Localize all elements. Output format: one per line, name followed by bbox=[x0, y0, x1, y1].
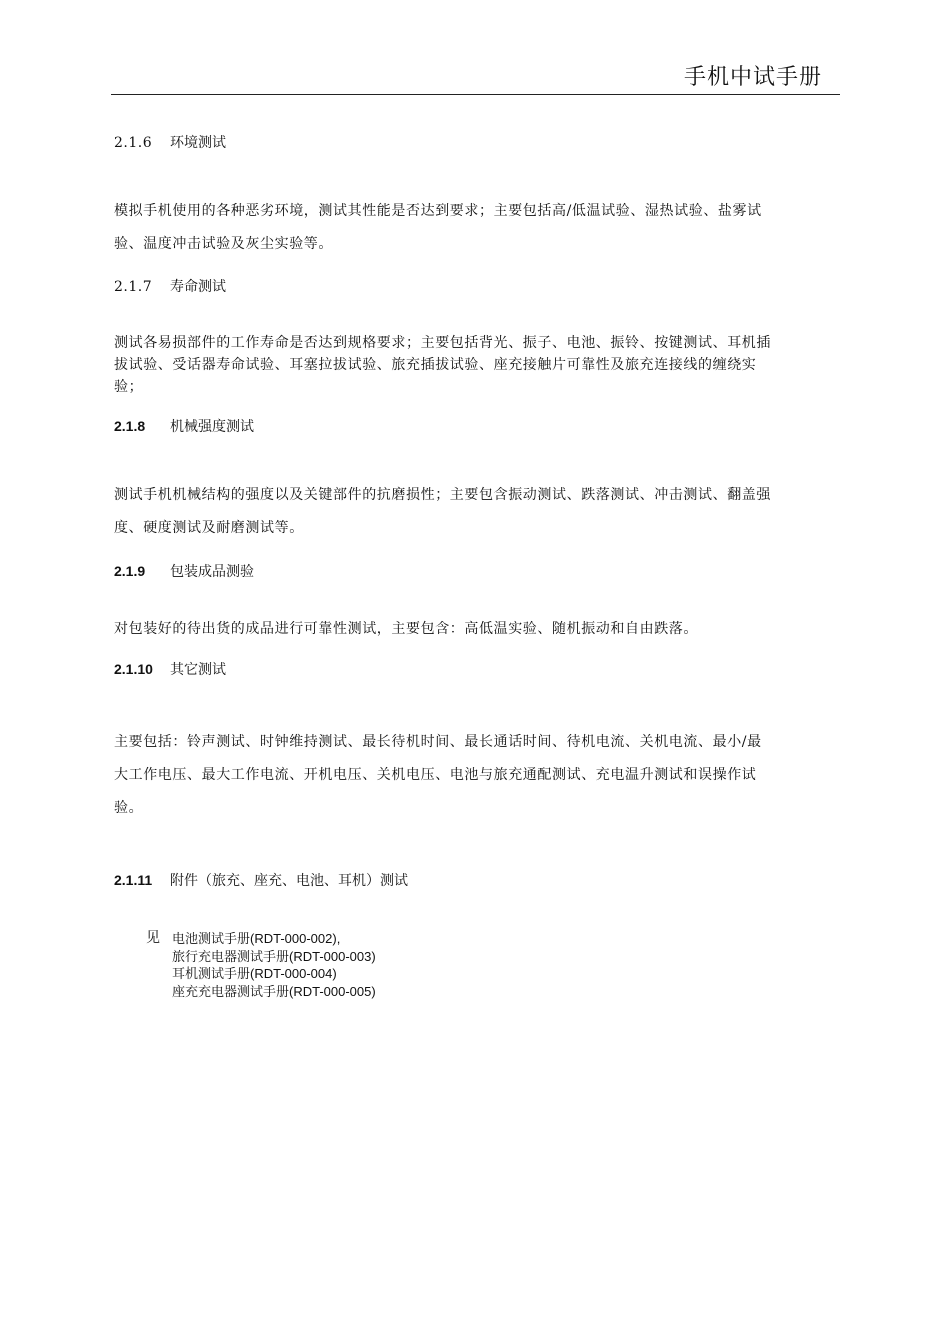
section-heading-2-1-10 bbox=[114, 659, 226, 679]
reference-list bbox=[172, 930, 376, 1000]
header-rule bbox=[111, 94, 840, 95]
reference-item: 座充充电器测试手册(RDT-000-005) bbox=[172, 983, 376, 999]
paragraph-line: 模拟手机使用的各种恶劣环境，测试其性能是否达到要求；主要包括高/低温试验、湿热试验、盐雾试 bbox=[114, 203, 762, 219]
paragraph-line: 主要包括：铃声测试、时钟维持测试、最长待机时间、最长通话时间、待机电流、关机电流、最小/最 bbox=[114, 734, 762, 750]
see-label: 见 bbox=[146, 930, 160, 946]
paragraph-line: 大工作电压、最大工作电流、开机电压、关机电压、电池与旅充通配测试、充电温升测试和误操作试 bbox=[114, 767, 757, 783]
paragraph-line: 拔试验、受话器寿命试验、耳塞拉拔试验、旅充插拔试验、座充接触片可靠性及旅充连接线的缠绕实 bbox=[114, 357, 757, 373]
section-title: 其它测试 bbox=[170, 662, 226, 678]
section-paragraph-2-1-10 bbox=[114, 726, 840, 825]
section-number: 2.1.11 bbox=[114, 872, 153, 888]
section-heading-2-1-6 bbox=[114, 132, 226, 152]
section-title: 环境测试 bbox=[170, 135, 226, 151]
header-title: 手机中试手册 bbox=[683, 65, 822, 90]
section-number: 2.1.9 bbox=[114, 563, 146, 579]
paragraph-line: 对包装好的待出货的成品进行可靠性测试，主要包含：高低温实验、随机振动和自由跌落。 bbox=[114, 621, 698, 637]
section-paragraph-2-1-6 bbox=[114, 200, 840, 253]
section-number: 2.1.6 bbox=[114, 135, 153, 151]
paragraph-line: 验。 bbox=[114, 800, 144, 816]
section-heading-2-1-7 bbox=[114, 276, 226, 296]
paragraph-line: 度、硬度测试及耐磨测试等。 bbox=[114, 520, 304, 536]
section-title: 机械强度测试 bbox=[170, 419, 254, 435]
section-number: 2.1.10 bbox=[114, 661, 153, 677]
section-title: 寿命测试 bbox=[170, 279, 226, 295]
section-heading-2-1-8 bbox=[114, 416, 254, 436]
reference-item: 电池测试手册(RDT-000-002), bbox=[172, 931, 341, 946]
section-title: 附件（旅充、座充、电池、耳机）测试 bbox=[170, 873, 408, 889]
section-paragraph-2-1-8 bbox=[114, 484, 840, 537]
paragraph-line: 测试各易损部件的工作寿命是否达到规格要求；主要包括背光、振子、电池、振铃、按键测试、耳机插 bbox=[114, 335, 771, 351]
section-number: 2.1.8 bbox=[114, 418, 146, 434]
section-number: 2.1.7 bbox=[114, 279, 153, 295]
section-paragraph-2-1-7 bbox=[114, 332, 840, 398]
reference-item: 旅行充电器测试手册(RDT-000-003) bbox=[172, 948, 376, 964]
section-title: 包装成品测验 bbox=[170, 564, 254, 580]
paragraph-line: 验、温度冲击试验及灰尘实验等。 bbox=[114, 236, 333, 252]
paragraph-line: 验； bbox=[114, 379, 144, 395]
paragraph-line: 测试手机机械结构的强度以及关键部件的抗磨损性；主要包含振动测试、跌落测试、冲击测试、翻盖强 bbox=[114, 487, 771, 503]
reference-item: 耳机测试手册(RDT-000-004) bbox=[172, 966, 337, 981]
section-heading-2-1-9 bbox=[114, 561, 254, 581]
section-heading-2-1-11 bbox=[114, 870, 408, 890]
section-paragraph-2-1-9 bbox=[114, 618, 840, 638]
